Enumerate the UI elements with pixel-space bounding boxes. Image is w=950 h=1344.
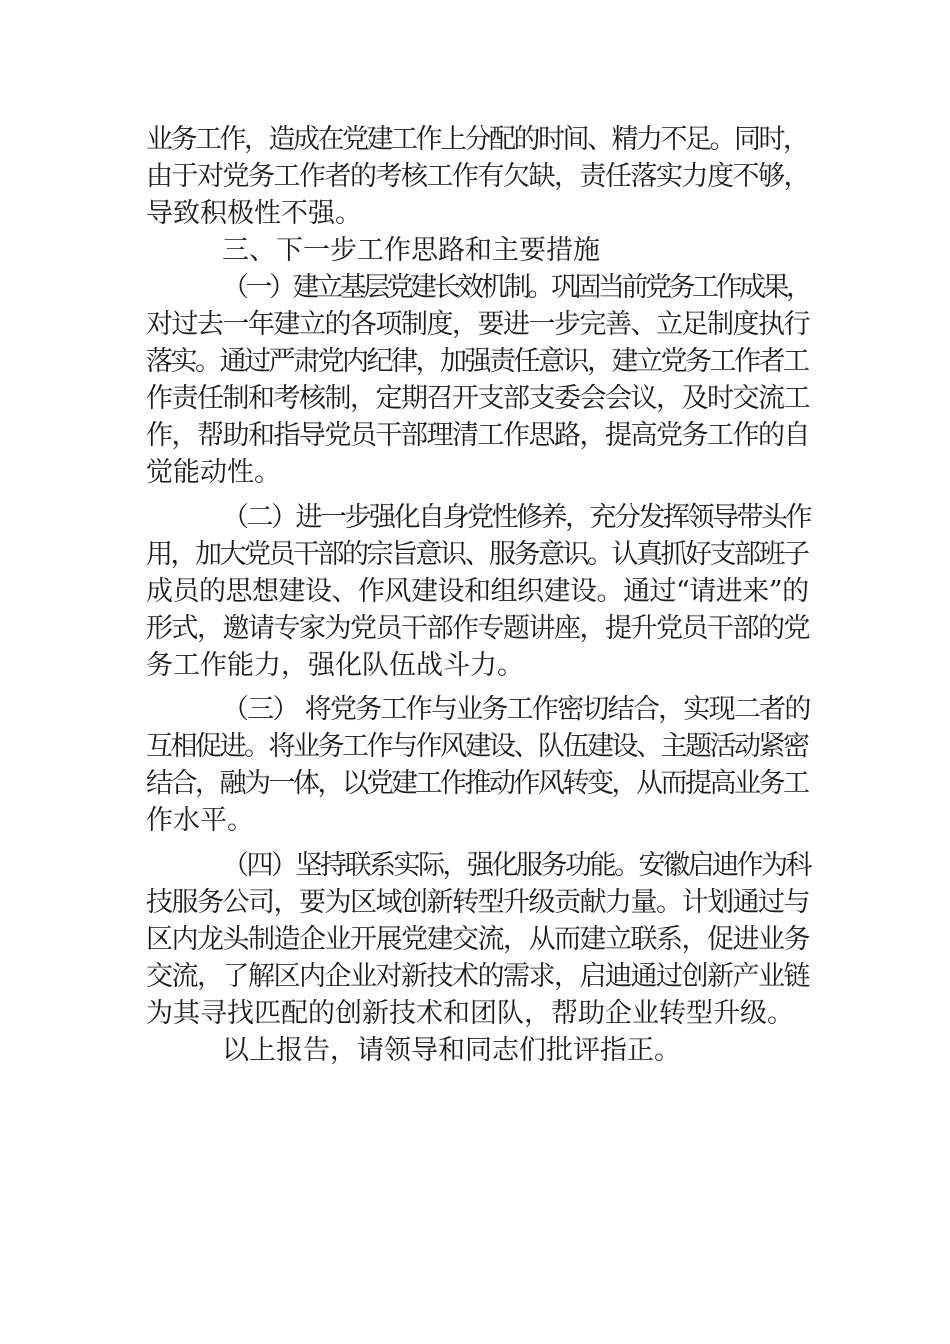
text-line: 结合，融为一体，以党建工作推动作风转变，从而提高业务工: [146, 768, 808, 799]
text-line: 作水平。: [146, 805, 254, 836]
text-line: 作责任制和考核制，定期召开支部支委会会议，及时交流工: [146, 383, 809, 414]
text-line: 为其寻找匹配的创新技术和团队，帮助企业转型升级。: [146, 998, 794, 1029]
section-heading: 三、下一步工作思路和主要措施: [222, 235, 600, 266]
text-line: 交流，了解区内企业对新技术的需求，启迪通过创新产业链: [146, 961, 809, 992]
text-line: （三） 将党务工作与业务工作密切结合，实现二者的: [222, 694, 810, 725]
text-line: 对过去一年建立的各项制度，要进一步完善、立足制度执行: [146, 309, 809, 340]
text-line: 作，帮助和指导党员干部理清工作思路，提高党务工作的自: [146, 420, 809, 451]
text-line: 导致积极性不强。: [146, 198, 362, 229]
text-line: 技服务公司，要为区域创新转型升级贡献力量。计划通过与: [146, 887, 809, 918]
text-line: 落实。通过严肃党内纪律，加强责任意识，建立党务工作者工: [146, 346, 808, 377]
text-line: （一）建立基层党建长效机制。巩固当前党务工作成果，: [222, 272, 810, 303]
text-line: 务工作能力，强化队伍战斗力。: [146, 650, 524, 681]
text-line: 业务工作，造成在党建工作上分配的时间、精力不足。同时，: [146, 124, 808, 155]
text-line: （二）进一步强化自身党性修养，充分发挥领导带头作: [222, 502, 810, 533]
text-line: 成员的思想建设、作风建设和组织建设。通过“请进来”的: [146, 576, 809, 607]
text-line: 互相促进。将业务工作与作风建设、队伍建设、主题活动紧密: [146, 731, 808, 762]
text-line: 由于对党务工作者的考核工作有欠缺，责任落实力度不够，: [146, 161, 809, 192]
text-line: 用，加大党员干部的宗旨意识、服务意识。认真抓好支部班子: [146, 539, 808, 570]
text-line: （四）坚持联系实际，强化服务功能。安徽启迪作为科: [222, 850, 810, 881]
closing-line: 以上报告，请领导和同志们批评指正。: [222, 1035, 681, 1066]
text-line: 形式，邀请专家为党员干部作专题讲座，提升党员干部的党: [146, 613, 809, 644]
text-line: 觉能动性。: [146, 457, 281, 488]
text-line: 区内龙头制造企业开展党建交流，从而建立联系，促进业务: [146, 924, 809, 955]
